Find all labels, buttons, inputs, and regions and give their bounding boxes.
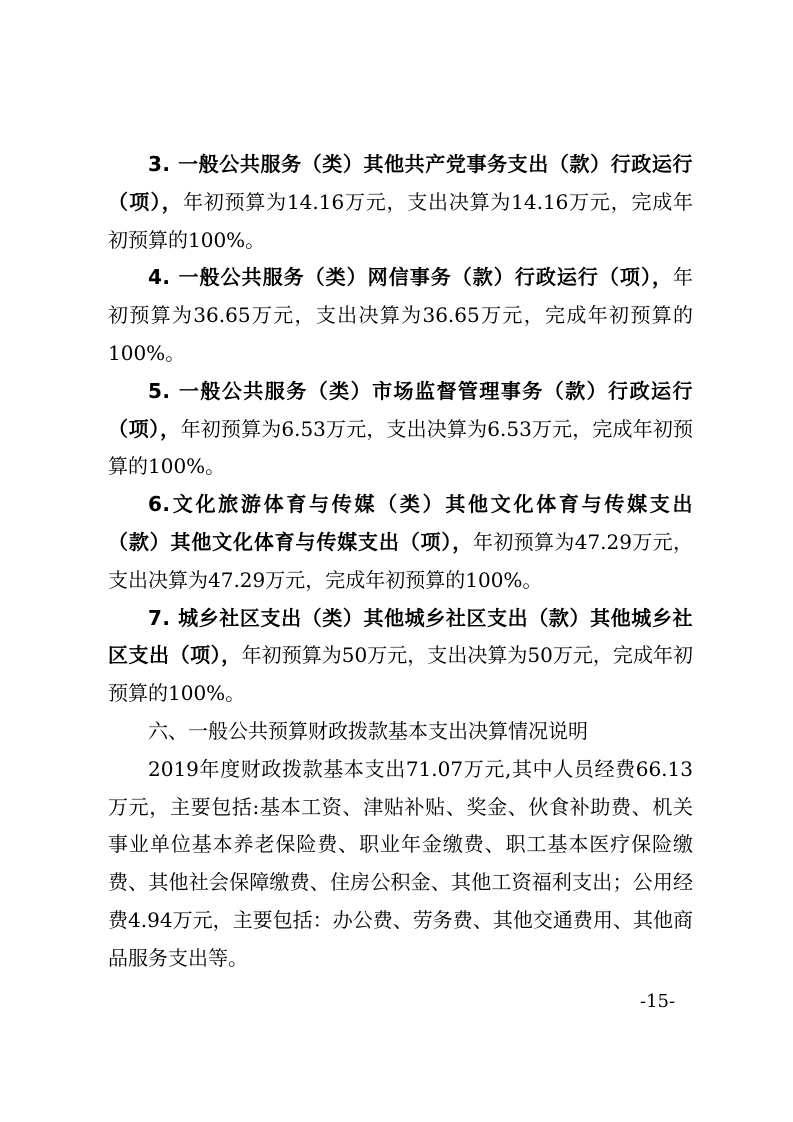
page-number: -15- — [640, 991, 676, 1012]
section-body: 2019年度财政拨款基本支出71.07万元,其中人员经费66.13万元，主要包括:基本工资、津贴补贴、奖金、伙食补助费、机关事业单位基本养老保险费、职业年金缴费、职工基本医疗保险缴费、其他社会保障缴费、住房公积金、其他工资福利支出；公用经费4.94万元，主要包括：办公费、劳务费、其他交通费用、其他商品服务支出等。 — [108, 756, 693, 970]
paragraph-text: 年初预算为36.65万元，支出决算为36.65万元，完成年初预算的100%。 — [108, 265, 693, 365]
paragraph-heading: 6.文化旅游体育与传媒（类）其他文化体育与传媒支出（款）其他文化体育与传媒支出（项）， — [108, 492, 693, 554]
paragraph-item-7 — [108, 600, 693, 713]
paragraph-heading: 7. 城乡社区支出（类）其他城乡社区支出（款）其他城乡社区支出（项）， — [108, 605, 693, 668]
paragraph-item-3 — [108, 146, 693, 259]
paragraph-text: 年初预算为6.53万元，支出决算为6.53万元，完成年初预算的100%。 — [108, 416, 694, 479]
paragraph-text: 年初预算为50万元，支出决算为50万元，完成年初预算的100%。 — [108, 643, 693, 706]
paragraph-item-5 — [108, 373, 693, 486]
paragraph-heading: 4. 一般公共服务（类）网信事务（款）行政运行（项）， — [148, 265, 673, 290]
paragraph-text: 年初预算为47.29万元，支出决算为47.29万元，完成年初预算的100%。 — [108, 529, 693, 592]
paragraph-item-4 — [108, 259, 693, 372]
paragraph-heading: 3. 一般公共服务（类）其他共产党事务支出（款）行政运行（项）， — [108, 152, 693, 214]
paragraph-item-6 — [108, 486, 693, 599]
body-text — [108, 146, 693, 978]
paragraph-heading: 5. 一般公共服务（类）市场监督管理事务（款）行政运行（项）， — [108, 378, 693, 441]
section-heading: 六、一般公共预算财政拨款基本支出决算情况说明 — [148, 718, 588, 743]
paragraph-text: 年初预算为14.16万元，支出决算为14.16万元，完成年初预算的100%。 — [108, 189, 694, 252]
